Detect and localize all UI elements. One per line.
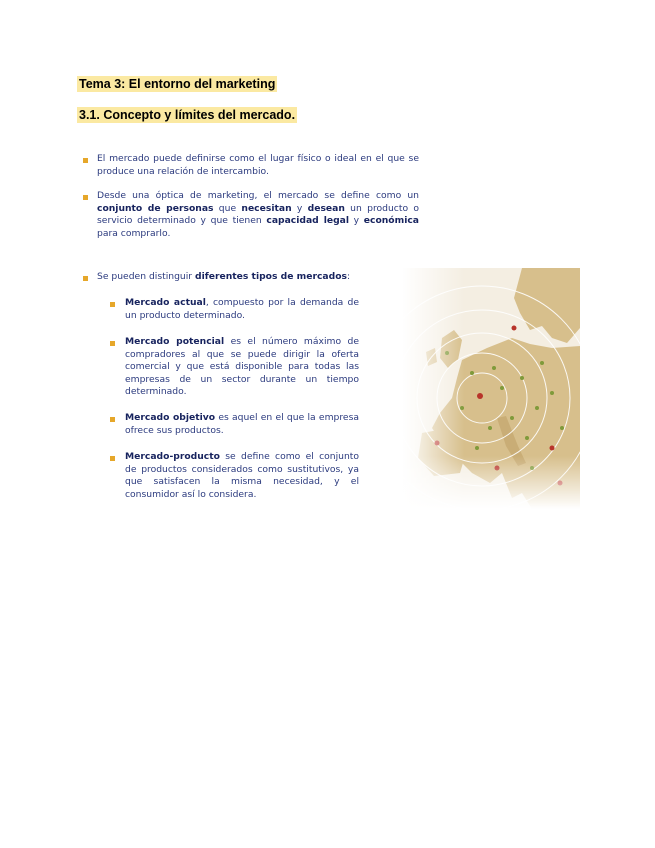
bullet-marker — [110, 341, 115, 346]
bold-text: Mercado objetivo — [125, 412, 216, 423]
bold-text: desean — [307, 202, 345, 214]
bullet-marker — [110, 417, 115, 422]
bold-text: Mercado potencial — [125, 336, 225, 347]
bold-text: Mercado-producto — [125, 451, 220, 462]
text: es el número máximo de compradores al que se puede dirigir la oferta comercial y que está disponible para todas las empresas de un sector durante un tiempo determinado. — [125, 336, 359, 398]
section-heading: 3.1. Concepto y límites del mercado. — [79, 108, 296, 122]
subbullet-mercado-objetivo — [125, 412, 359, 437]
text: un producto o servicio determinado y que tienen — [97, 202, 419, 227]
bullet-marker — [83, 195, 88, 200]
text: : — [347, 271, 351, 282]
text: y — [291, 202, 308, 214]
subbullet-mercado-potencial — [125, 336, 359, 399]
bullet-marker — [110, 302, 115, 307]
page-title: Tema 3: El entorno del marketing — [79, 77, 276, 91]
bold-text: conjunto de personas — [97, 202, 214, 214]
subbullet-mercado-producto — [125, 451, 359, 501]
text: , compuesto por la demanda de un producto determinado. — [125, 297, 359, 321]
bullet-marker — [83, 276, 88, 281]
text: y — [349, 215, 364, 227]
paragraph-mercado-definicion — [97, 153, 419, 178]
text: se define como el conjunto de productos considerados como sustitutivos, ya que satisfacen la misma necesidad, y el consumidor así lo considera. — [125, 451, 359, 500]
bold-text: Mercado actual — [125, 297, 206, 308]
bullet-marker — [110, 456, 115, 461]
text: El mercado puede definirse como el lugar físico o ideal en el que se produce una relación de intercambio. — [97, 153, 419, 177]
text: es aquel en el que la empresa ofrece sus productos. — [125, 412, 359, 436]
text: Se pueden distinguir — [97, 271, 195, 282]
europe-map-image — [402, 268, 580, 509]
paragraph-mercado-marketing — [97, 190, 419, 240]
text: para comprarlo. — [97, 227, 171, 239]
bold-text: económica — [363, 215, 419, 227]
subbullet-mercado-actual — [125, 297, 359, 322]
paragraph-tipos-mercados — [97, 271, 397, 284]
text: Desde una óptica de marketing, el mercado se define como un — [97, 190, 419, 201]
bold-text: diferentes tipos de mercados — [195, 271, 347, 282]
text: que — [213, 202, 242, 214]
bold-text: necesitan — [241, 202, 292, 214]
bold-text: capacidad legal — [266, 215, 349, 227]
bullet-marker — [83, 158, 88, 163]
